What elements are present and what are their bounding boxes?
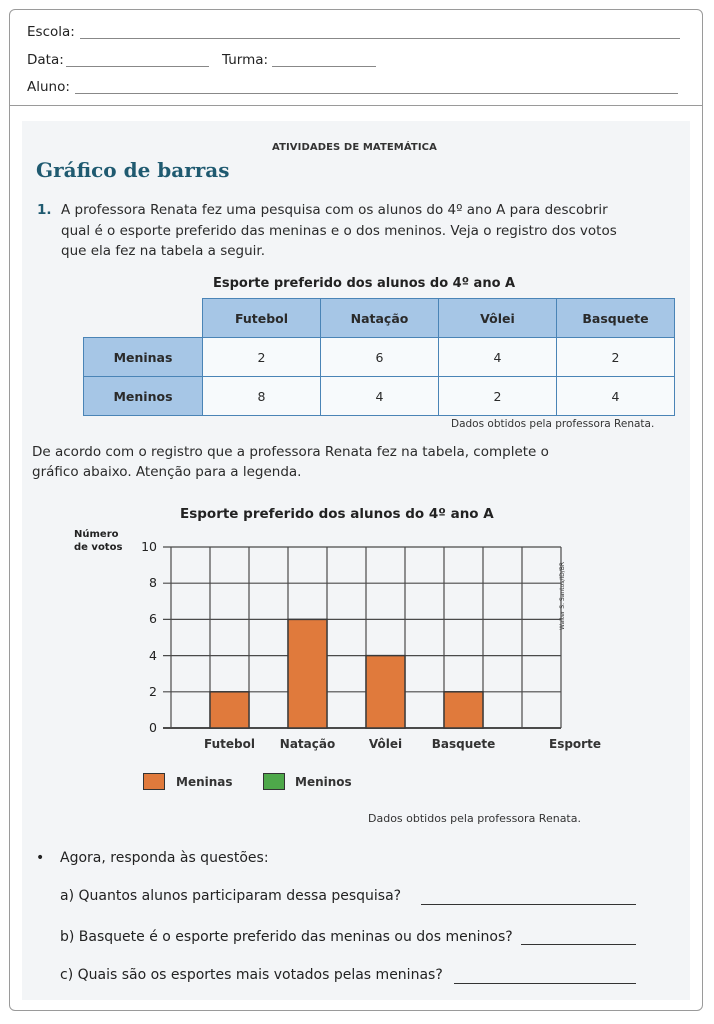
table-cell: 2 (439, 377, 557, 416)
table-row-header: Meninos (84, 377, 203, 416)
question-number: 1. (37, 202, 52, 218)
table-caption: Esporte preferido dos alunos do 4º ano A (213, 276, 516, 291)
instruction-line-1: De acordo com o registro que a professora Renata fez na tabela, complete o (32, 444, 549, 460)
table-cell: 2 (203, 338, 321, 377)
chart-category-label: Basquete (431, 737, 496, 751)
table-cell: 8 (203, 377, 321, 416)
table-row-header: Meninas (84, 338, 203, 377)
table-cell: 4 (321, 377, 439, 416)
chart-y-tick-label: 8 (149, 575, 157, 591)
chart-y-label-line-1: Número (74, 529, 119, 540)
table-column-header: Natação (321, 299, 439, 338)
legend-label-meninos: Meninos (295, 775, 352, 789)
legend-swatch-meninas (143, 773, 165, 790)
answer-line-c[interactable] (454, 983, 636, 984)
chart-category-label: Vôlei (368, 737, 403, 751)
chart-y-tick-label: 6 (149, 611, 157, 627)
table-column-header: Futebol (203, 299, 321, 338)
chart-category-label: Futebol (204, 737, 255, 751)
question-c: c) Quais são os esportes mais votados pelas meninas? (60, 967, 443, 983)
questions-intro: Agora, responda às questões: (60, 850, 269, 866)
legend-label-meninas: Meninas (176, 775, 233, 789)
chart-y-tick-label: 4 (149, 647, 157, 663)
answer-line-a[interactable] (421, 904, 636, 905)
table-cell: 6 (321, 338, 439, 377)
chart-credit: Walter S. Santos/ID/BR (559, 561, 566, 630)
table-cell: 4 (439, 338, 557, 377)
chart-y-tick-label: 2 (149, 683, 157, 699)
table-column-header: Basquete (557, 299, 675, 338)
chart-y-label-line-2: de votos (74, 542, 123, 553)
instruction-line-2: gráfico abaixo. Atenção para a legenda. (32, 464, 302, 480)
student-label: Aluno: (27, 79, 70, 95)
chart-y-tick-label: 0 (149, 720, 157, 735)
class-label: Turma: (222, 52, 269, 68)
table-cell: 4 (557, 377, 675, 416)
chart-title: Esporte preferido dos alunos do 4º ano A (180, 506, 494, 522)
chart-x-label: Esporte (549, 737, 601, 751)
worksheet-title: Gráfico de barras (36, 158, 230, 182)
worksheet-kicker: ATIVIDADES DE MATEMÁTICA (272, 142, 437, 153)
chart-bar-meninas-basquete (444, 692, 483, 728)
chart-bar-meninas-vôlei (366, 656, 405, 728)
bullet: • (36, 850, 45, 866)
chart-bar-meninas-futebol (210, 692, 249, 728)
question-b: b) Basquete é o esporte preferido das meninas ou dos meninos? (60, 929, 513, 945)
chart-category-label: Natação (279, 737, 336, 751)
table-column-header: Vôlei (439, 299, 557, 338)
chart-bar-meninas-natação (288, 619, 327, 728)
q1-line-3: que ela fez na tabela a seguir. (61, 243, 266, 259)
date-label: Data: (27, 52, 64, 68)
legend-swatch-meninos (263, 773, 285, 790)
chart-y-tick-label: 10 (141, 539, 157, 554)
school-label: Escola: (27, 24, 75, 40)
answer-line-b[interactable] (521, 944, 636, 945)
q1-line-1: A professora Renata fez uma pesquisa com os alunos do 4º ano A para descobrir (61, 202, 608, 218)
question-a: a) Quantos alunos participaram dessa pesquisa? (60, 888, 402, 904)
table-cell: 2 (557, 338, 675, 377)
table-source: Dados obtidos pela professora Renata. (451, 418, 655, 430)
chart-source: Dados obtidos pela professora Renata. (368, 812, 581, 825)
q1-line-2: qual é o esporte preferido das meninas e o dos meninos. Veja o registro dos votos (61, 223, 617, 239)
